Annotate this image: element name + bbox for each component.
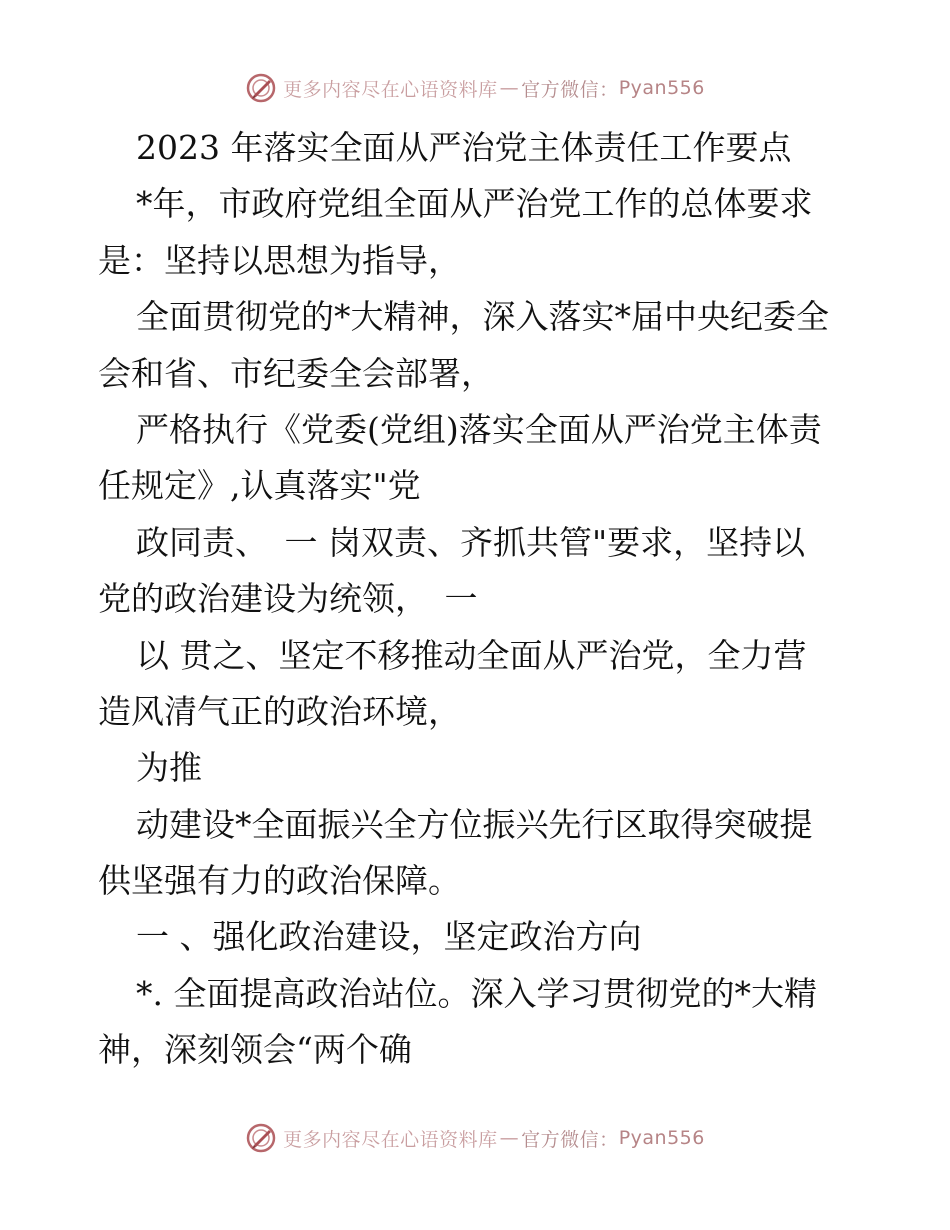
text-line: 造风清气正的政治环境，: [98, 691, 461, 731]
watermark-banner-bottom: [0, 1118, 950, 1158]
watermark-wechat-id: Pyan556: [618, 77, 705, 99]
watermark-site-text: 更多内容尽在心语资料库: [283, 1128, 498, 1151]
text-line: 供坚强有力的政治保障。: [98, 861, 461, 901]
document-title: 2023 年落实全面从严治党主体责任工作要点: [136, 128, 792, 167]
text-line: 严格执行《党委(党组)落实全面从严治党主体责: [136, 409, 822, 449]
watermark-banner-top: [0, 68, 950, 108]
text-line: 是：坚持以思想为指导，: [98, 240, 461, 280]
text-line: 会和省、市纪委全会部署，: [98, 353, 494, 393]
seal-logo-icon: [245, 72, 277, 104]
watermark-wechat-label: 官方微信：: [521, 78, 619, 101]
text-line: 任规定》,认真落实"党: [98, 466, 421, 506]
section-heading: 一 、强化政治建设，坚定政治方向: [136, 917, 642, 957]
text-line: 政同责、 一 岗双责、齐抓共管"要求，坚持以: [136, 522, 806, 562]
text-line: *. 全面提高政治站位。深入学习贯彻党的*大精: [136, 973, 817, 1013]
watermark-wechat-label: 官方微信：: [521, 1128, 619, 1151]
document-body: [98, 120, 858, 1079]
watermark-separator: —: [499, 1127, 520, 1149]
seal-logo-icon: [245, 1122, 277, 1154]
text-line: 为推: [136, 748, 202, 788]
watermark-separator: —: [499, 77, 520, 99]
watermark-site-text: 更多内容尽在心语资料库: [283, 78, 498, 101]
text-line: 全面贯彻党的*大精神，深入落实*届中央纪委全: [136, 297, 829, 337]
text-line: 神，深刻领会“两个确: [98, 1030, 412, 1070]
watermark-wechat-id: Pyan556: [618, 1127, 705, 1149]
text-line: *年，市政府党组全面从严治党工作的总体要求: [136, 184, 813, 224]
text-line: 党的政治建设为统领， 一: [98, 579, 478, 619]
text-line: 动建设*全面振兴全方位振兴先行区取得突破提: [136, 804, 813, 844]
text-line: 以 贯之、坚定不移推动全面从严治党，全力营: [136, 635, 807, 675]
